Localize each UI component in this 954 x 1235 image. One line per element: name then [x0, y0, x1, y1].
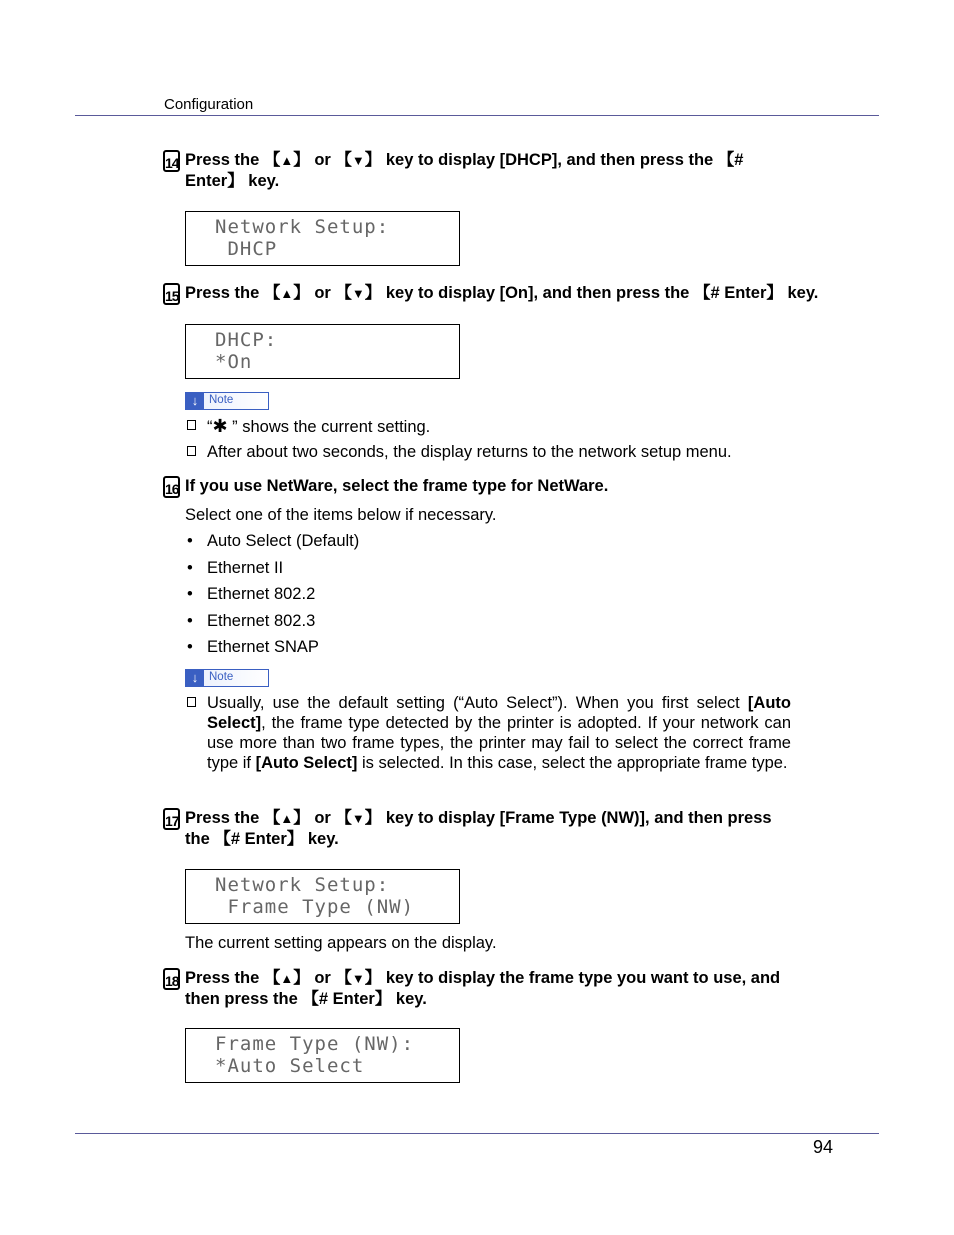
- step-instruction: If you use NetWare, select the frame type for NetWare.: [185, 477, 609, 495]
- enter-key-label: # Enter: [710, 284, 767, 302]
- auto-select-term: [Auto Select]: [255, 754, 358, 772]
- step-instruction: Press the 【▲】 or 【▼】 key to display [On], and then press the 【# Enter】 key.: [185, 284, 819, 302]
- auto-select-term: [Auto Select]: [207, 694, 791, 732]
- up-arrow-key-icon: ▲: [280, 811, 294, 826]
- display-value: [DHCP]: [499, 151, 558, 169]
- up-arrow-key-icon: ▲: [280, 286, 294, 301]
- checkbox-bullet-icon: [187, 697, 196, 707]
- arrow-down-icon: ↓: [186, 670, 204, 686]
- step-instruction: Press the 【▲】 or 【▼】 key to display the frame type you want to use, and then press the 【# Enter】 key.: [185, 969, 781, 1008]
- down-arrow-key-icon: ▼: [351, 971, 365, 986]
- step-instruction: Press the 【▲】 or 【▼】 key to display [DHCP], and then press the 【# Enter】 key.: [185, 151, 744, 190]
- checkbox-bullet-icon: [187, 420, 196, 430]
- lcd-display: [185, 1028, 460, 1083]
- down-arrow-key-icon: ▼: [351, 811, 365, 826]
- lcd-line-2: *On: [215, 351, 253, 373]
- footer-rule: [75, 1133, 879, 1134]
- step-result-text: The current setting appears on the display.: [185, 934, 497, 952]
- step-number: 18: [163, 968, 180, 990]
- lcd-line-1: DHCP:: [215, 329, 278, 351]
- step-instruction: Press the 【▲】 or 【▼】 key to display [Frame Type (NW)], and then press the 【# Enter】 key.: [185, 809, 772, 848]
- header-rule: [75, 115, 879, 116]
- asterisk-icon: ✱: [212, 416, 228, 436]
- lcd-line-1: Frame Type (NW):: [215, 1033, 415, 1055]
- lcd-display: [185, 869, 460, 924]
- checkbox-bullet-icon: [187, 446, 196, 456]
- lcd-line-2: Frame Type (NW): [215, 896, 415, 918]
- step-number: 17: [163, 808, 180, 830]
- enter-key-label: # Enter: [185, 151, 744, 190]
- down-arrow-key-icon: ▼: [351, 286, 365, 301]
- lcd-line-1: Network Setup:: [215, 216, 390, 238]
- note-badge: [185, 669, 269, 687]
- display-value: [Frame Type (NW)]: [499, 809, 646, 827]
- lcd-line-1: Network Setup:: [215, 874, 390, 896]
- step-number: 16: [163, 476, 180, 498]
- lcd-line-2: *Auto Select: [215, 1055, 365, 1077]
- arrow-down-icon: ↓: [186, 393, 204, 409]
- step-intro: Select one of the items below if necessary.: [185, 506, 497, 524]
- step-number: 15: [163, 283, 180, 305]
- lcd-display: [185, 211, 460, 266]
- note-label: Note: [209, 671, 234, 683]
- note-label: Note: [209, 394, 234, 406]
- lcd-line-2: DHCP: [215, 238, 278, 260]
- running-header: Configuration: [164, 96, 254, 113]
- enter-key-label: # Enter: [318, 990, 375, 1008]
- step-number: 14: [163, 150, 180, 172]
- lcd-display: [185, 324, 460, 379]
- down-arrow-key-icon: ▼: [351, 153, 365, 168]
- up-arrow-key-icon: ▲: [280, 153, 294, 168]
- note-badge: [185, 392, 269, 410]
- enter-key-label: # Enter: [230, 830, 287, 848]
- up-arrow-key-icon: ▲: [280, 971, 294, 986]
- page-number: 94: [813, 1137, 834, 1157]
- display-value: [On]: [499, 284, 534, 302]
